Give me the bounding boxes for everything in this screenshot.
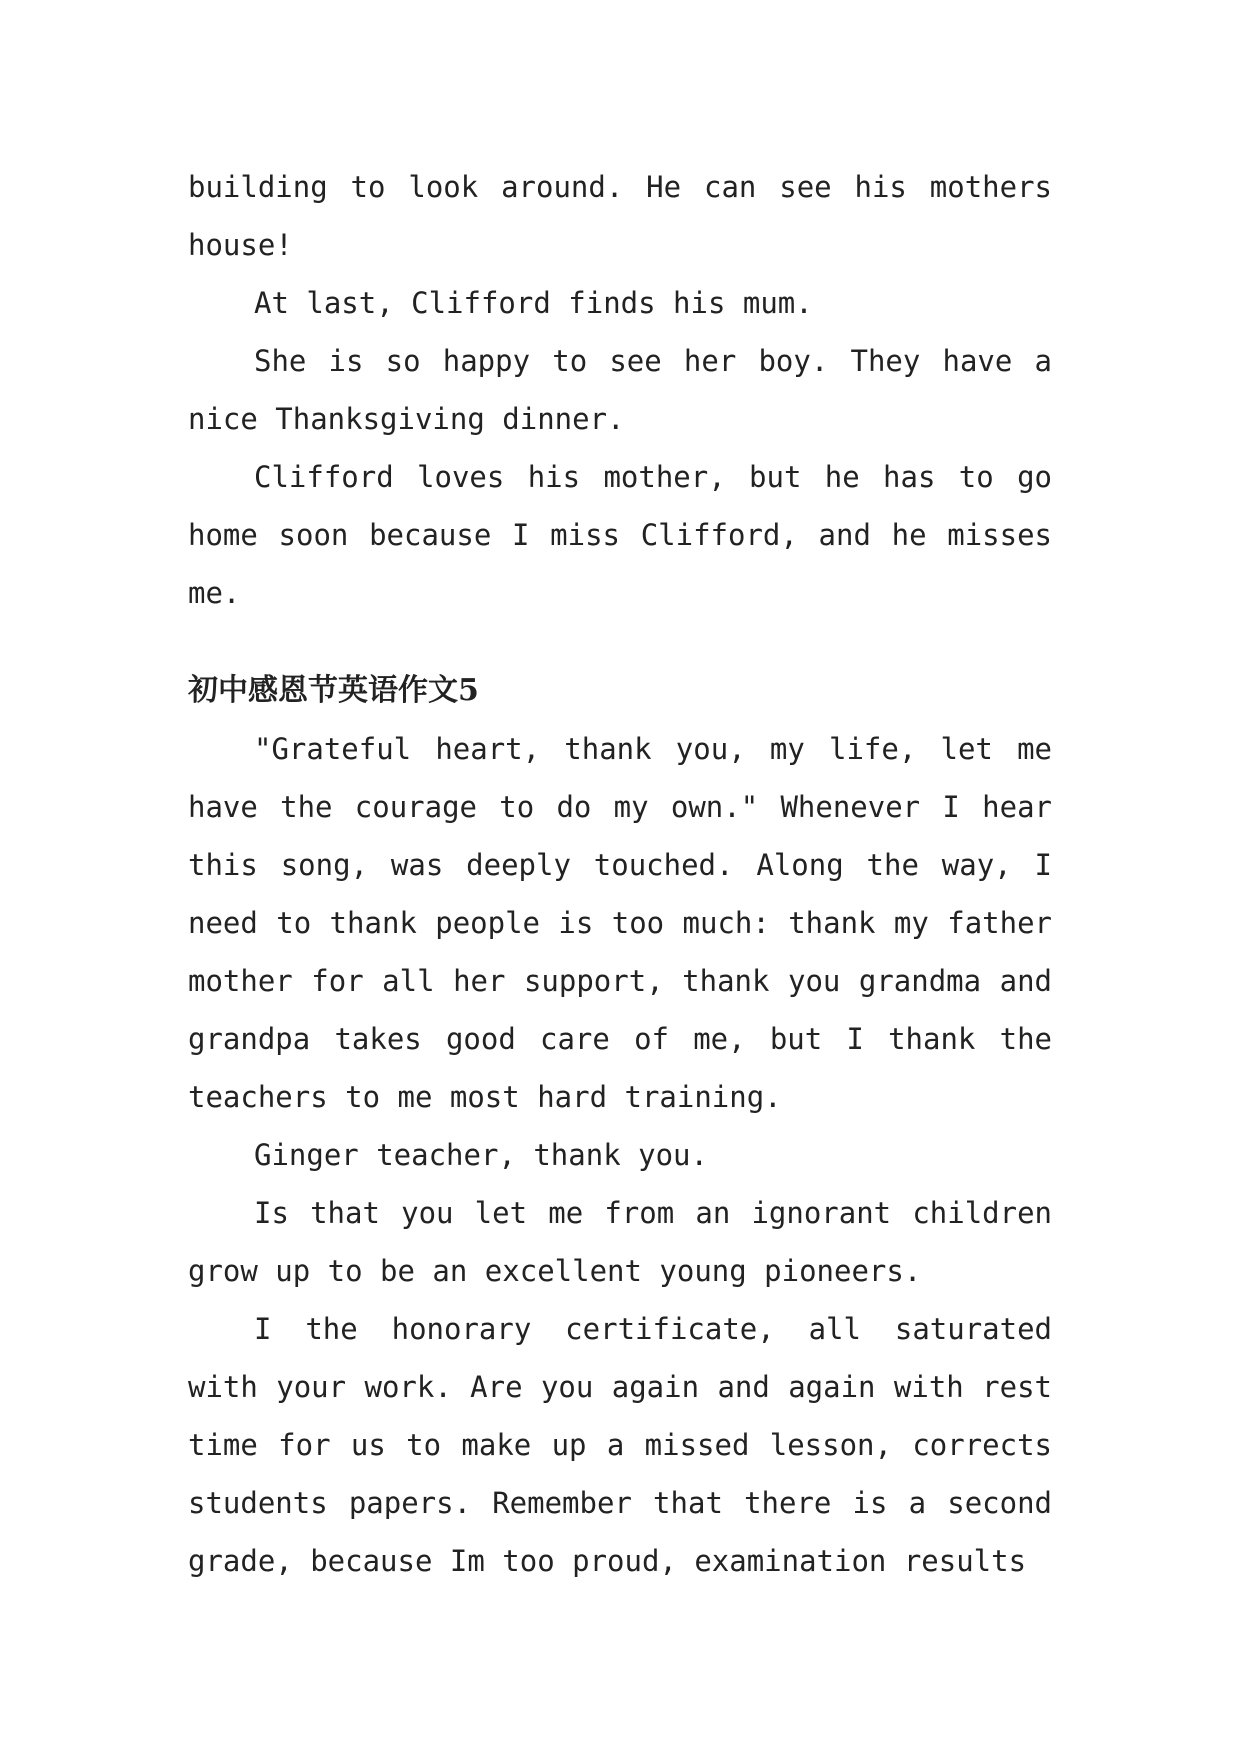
document-body xyxy=(188,158,1052,1590)
paragraph: She is so happy to see her boy. They have a nice Thanksgiving dinner. xyxy=(188,344,1052,436)
paragraph: At last, Clifford finds his mum. xyxy=(254,286,813,320)
paragraph: Is that you let me from an ignorant children grow up to be an excellent young pioneers. xyxy=(188,1196,1052,1288)
section-heading: 初中感恩节英语作文5 xyxy=(188,673,479,708)
paragraph: Ginger teacher, thank you. xyxy=(254,1138,708,1172)
paragraph: building to look around. He can see his mothers house! xyxy=(188,170,1052,262)
paragraph: "Grateful heart, thank you, my life, let me have the courage to do my own." Whenever I hear this song, was deeply touched. Along the way, I need to thank people is too much: thank my father mother for all her support, thank you grandma and grandpa takes good care of me, but I thank the teachers to me most hard training. xyxy=(188,732,1052,1114)
paragraph: I the honorary certificate, all saturated with your work. Are you again and again with rest time for us to make up a missed lesson, corrects students papers. Remember that there is a second grade, because Im too proud, examination results xyxy=(188,1312,1052,1578)
paragraph: Clifford loves his mother, but he has to go home soon because I miss Clifford, and he misses me. xyxy=(188,460,1052,610)
